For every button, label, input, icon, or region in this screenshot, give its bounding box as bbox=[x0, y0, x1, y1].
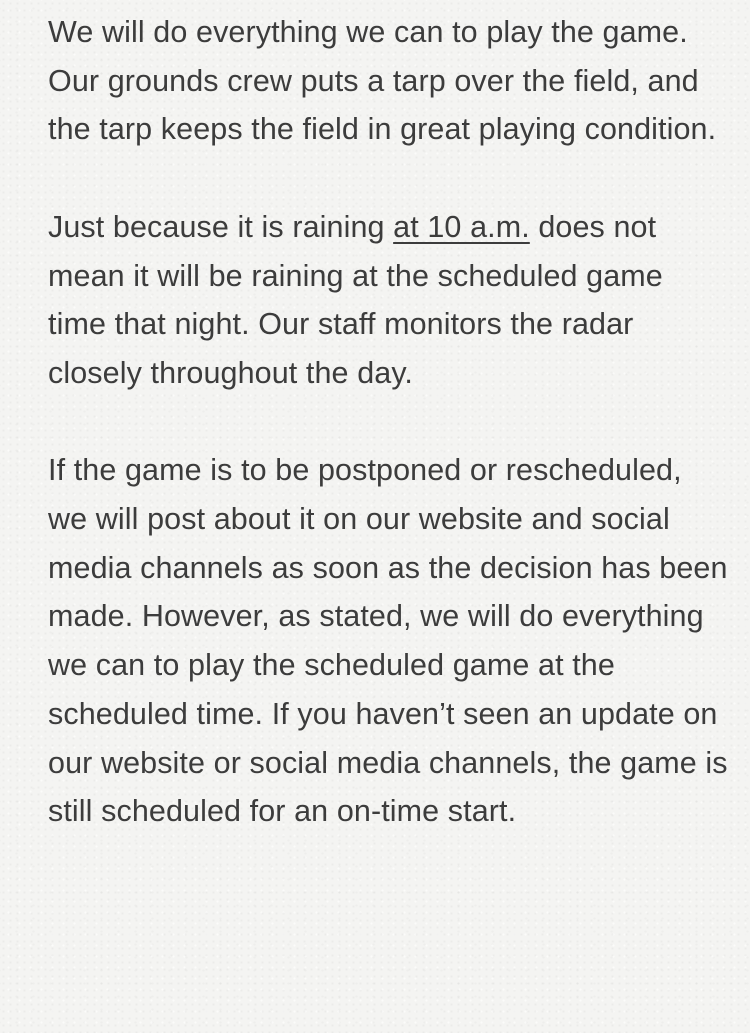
paragraph-postponement: If the game is to be postponed or rescheduled, we will post about it on our website and social media channels as soon as the decision has been made. However, as stated, we will do everything we can to play the scheduled game at the scheduled time. If you haven’t seen an update on our website or social media channels, the game is still scheduled for an on-time start. bbox=[48, 453, 728, 829]
rain-text-before: Just because it is raining bbox=[48, 209, 394, 244]
notes-body bbox=[48, 8, 728, 836]
paragraph-rain bbox=[48, 203, 728, 398]
paragraph-tarp: We will do everything we can to play the game. Our grounds crew puts a tarp over the field, and the tarp keeps the field in great playing condition. bbox=[48, 15, 717, 147]
rain-text-after: does not mean it will be raining at the scheduled game time that night. Our staff monitors the radar closely throughout the day. bbox=[48, 209, 663, 390]
time-link[interactable]: at 10 a.m. bbox=[393, 209, 530, 244]
